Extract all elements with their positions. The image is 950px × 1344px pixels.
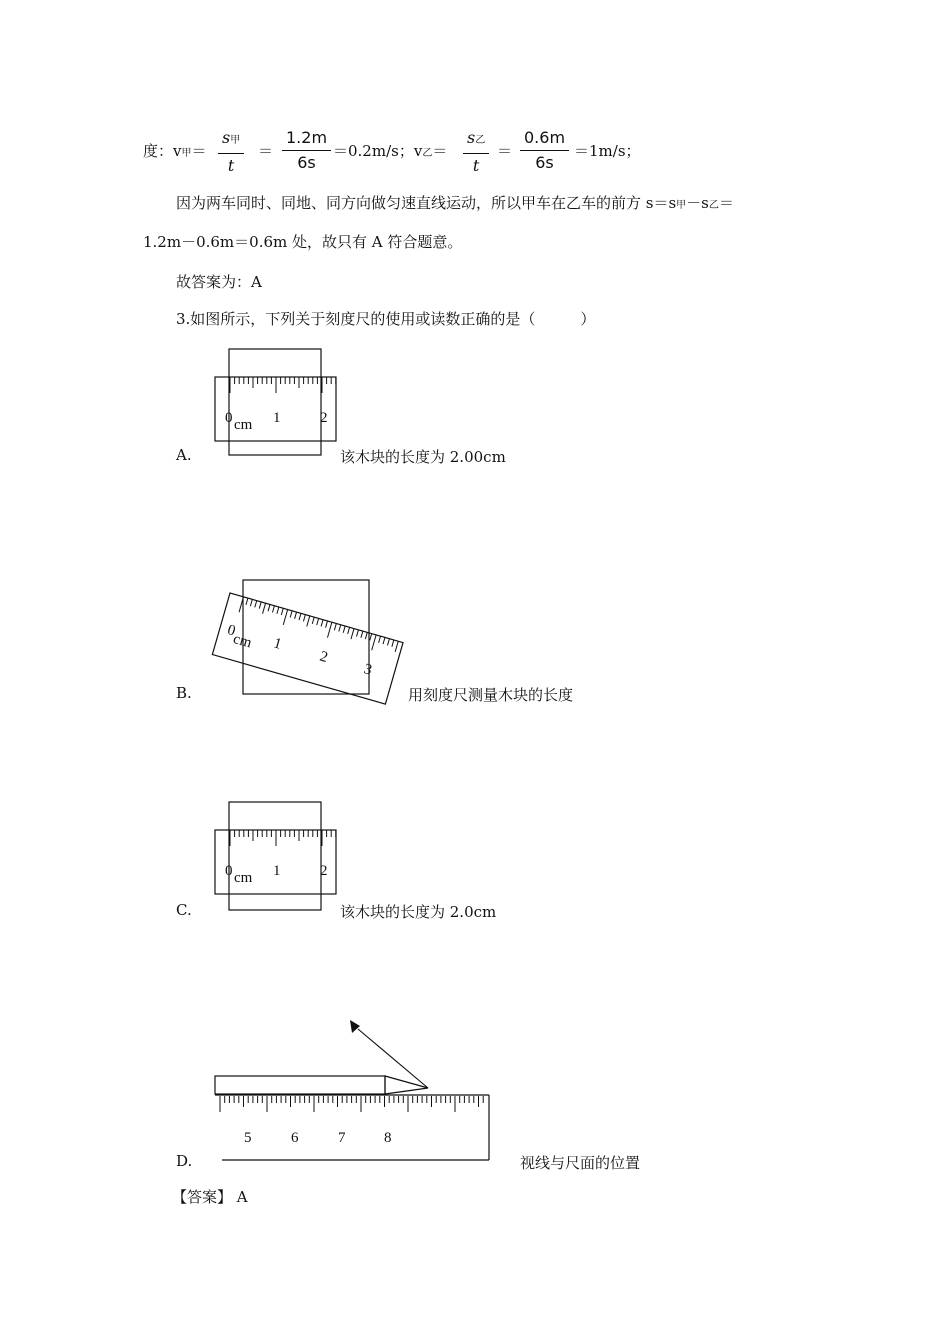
formula-eq: ＝ [191,142,207,160]
ruler-a-label-1: 1 [273,410,281,426]
ruler-d-label-5: 5 [244,1130,252,1146]
ruler-tick [327,622,331,637]
fraction-4-num: 0.6m [520,128,569,151]
paragraph-line-1 [176,192,734,213]
ruler-tick [383,637,385,644]
option-b-figure [210,578,410,703]
ruler-tick [348,627,350,634]
fraction-2-den: 6s [297,153,316,172]
formula-eq-3: ＝ [432,142,448,160]
option-a-letter: A. [176,446,192,464]
ruler-tick [343,626,345,633]
option-d-caption: 视线与尺面的位置 [520,1154,641,1172]
ruler-b-ticks [239,597,398,657]
ruler-tick [290,611,292,618]
sub-jia: 甲 [181,148,192,159]
ruler-tick [321,620,323,627]
option-c-letter: C. [176,901,192,919]
option-c-caption: 该木块的长度为 2.0cm [340,903,497,921]
fraction-4 [520,128,569,173]
ruler-tick [317,618,319,625]
formula-result-2: ＝1m/s； [574,142,641,160]
answer-note: 故答案为：A [176,273,262,291]
ruler-tick [361,631,363,638]
ruler-tick [250,599,252,606]
ruler-tick [351,629,354,640]
formula-eq-2: ＝ [258,142,274,160]
answer-line [172,1186,248,1207]
fraction-1 [218,128,244,176]
sight-line [358,1029,428,1088]
option-b-letter: B. [176,684,192,702]
option-c-figure [213,800,343,912]
ruler-tick [334,623,336,630]
ruler-tick [356,630,358,637]
ruler-c-label-1: 1 [273,863,281,879]
formula-prefix: 度：v [143,142,182,160]
ruler-d-ticks [220,1096,483,1112]
ruler-tick [326,621,328,628]
ruler-d-label-7: 7 [338,1130,346,1146]
ruler-tick [268,604,270,611]
paragraph-line-1-text: 因为两车同时、同地、同方向做匀速直线运动，所以甲车在乙车的前方 s＝s [176,194,677,212]
ruler-a-label-2: 2 [320,410,328,426]
fraction-1-num-var: s [222,128,231,147]
ruler-tick [370,634,372,641]
ruler-b-label-1: 1 [271,635,284,653]
ruler-tick [277,607,279,614]
ruler-a-label-cm: cm [234,417,253,433]
answer-label: 【答案】 [172,1188,233,1206]
ruler-b-label-0: 0 [225,622,238,640]
ruler-tick [387,639,389,646]
paragraph-mid: －s [686,194,709,212]
option-d-figure [212,1018,502,1163]
ruler-a-label-0: 0 [225,410,233,426]
fraction-1-den: t [227,156,235,175]
ruler-tick [259,602,261,609]
fraction-1-num-sub: 甲 [230,135,241,146]
ruler-tick [281,608,283,615]
fraction-3-num-sub: 乙 [475,135,486,146]
ruler-tick [339,625,341,632]
ruler-tick [365,632,367,639]
option-d-letter: D. [176,1152,193,1170]
ruler-c-label-2: 2 [320,863,328,879]
ruler-tick [303,615,305,622]
option-b-caption: 用刻度尺测量木块的长度 [408,686,574,704]
ruler-tick [299,613,301,620]
ruler-tick [295,612,297,619]
fraction-3 [463,128,489,176]
formula-eq-4: ＝ [497,142,513,160]
ruler-tick [272,606,274,613]
formula-result-1-text: ＝0.2m/s；v [333,142,423,160]
paragraph-line-2: 1.2m－0.6m＝0.6m 处，故只有 A 符合题意。 [143,233,463,251]
option-a-figure [213,347,343,457]
pencil-tip [385,1076,428,1094]
pencil-body [215,1076,385,1094]
ruler-d-label-6: 6 [291,1130,299,1146]
paragraph-end: ＝ [718,194,734,212]
question-text: 3.如图所示，下列关于刻度尺的使用或读数正确的是（ ） [176,310,596,328]
ruler-tick [372,635,376,650]
ruler-tick [283,610,287,625]
ruler-tick [392,640,394,647]
ruler-b-label-3: 3 [362,661,374,679]
fraction-4-den: 6s [535,153,554,172]
ruler-d-label-8: 8 [384,1130,392,1146]
option-a-caption: 该木块的长度为 2.00cm [340,448,506,466]
ruler-a-ticks [230,377,336,393]
formula-line [143,140,207,161]
fraction-3-den: t [472,156,480,175]
ruler-tick [263,603,266,614]
wood-block-b [243,580,369,694]
eye-icon [350,1020,360,1033]
ruler-tick [255,601,257,608]
fraction-2 [282,128,331,173]
ruler-tick [246,598,248,605]
ruler-c-label-cm: cm [234,870,253,886]
ruler-c-label-0: 0 [225,863,233,879]
ruler-tick [379,636,381,643]
ruler-b-label-cm: cm [231,631,254,652]
sub-yi: 乙 [422,148,433,159]
ruler-tick [395,641,398,652]
ruler-c-ticks [230,830,336,846]
paragraph-sub-jia: 甲 [676,200,687,211]
wood-block-a [229,349,321,455]
fraction-2-num: 1.2m [282,128,331,151]
answer-value: A [236,1188,248,1206]
paragraph-sub-yi: 乙 [708,200,719,211]
fraction-3-num-var: s [467,128,476,147]
ruler-tick [312,617,314,624]
formula-result-1 [333,140,447,161]
ruler-b-label-2: 2 [317,648,330,667]
ruler-tick [307,616,310,627]
